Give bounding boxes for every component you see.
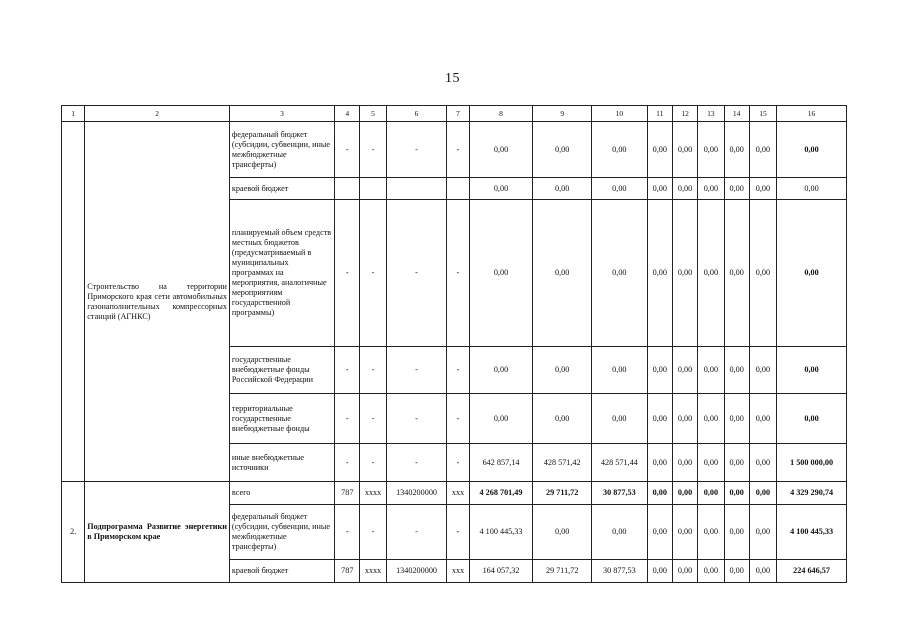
cell-year-1: 164 057,32	[469, 560, 533, 583]
cell-grbs: -	[335, 347, 360, 394]
header-cell: 8	[469, 106, 533, 122]
cell-year-1: 4 100 445,33	[469, 505, 533, 560]
cell-year-2: 0,00	[533, 347, 592, 394]
measure-name: Строительство на территории Приморского края сети автомобильных газонаполнительных компрессорных станций (АГНКС)	[85, 122, 230, 482]
cell-year-5: 0,00	[672, 505, 697, 560]
cell-year-5: 0,00	[672, 560, 697, 583]
cell-year-3: 0,00	[592, 394, 648, 444]
cell-total: 1 500 000,00	[777, 444, 847, 482]
cell-rzpr: -	[360, 347, 386, 394]
header-cell: 9	[533, 106, 592, 122]
cell-rzpr	[360, 178, 386, 200]
cell-year-8: 0,00	[749, 347, 776, 394]
page-number: 15	[445, 71, 460, 86]
cell-vr: -	[447, 122, 469, 178]
cell-csr: 1340200000	[386, 482, 447, 505]
cell-year-1: 0,00	[469, 122, 533, 178]
cell-year-3: 30 877,53	[592, 482, 648, 505]
cell-year-2: 428 571,42	[533, 444, 592, 482]
cell-total: 0,00	[777, 122, 847, 178]
cell-grbs: 787	[335, 482, 360, 505]
cell-year-1: 0,00	[469, 347, 533, 394]
table-row	[62, 482, 847, 505]
cell-grbs: -	[335, 444, 360, 482]
cell-year-4: 0,00	[647, 394, 672, 444]
cell-year-6: 0,00	[698, 178, 724, 200]
cell-year-1: 642 857,14	[469, 444, 533, 482]
funding-source: федеральный бюджет (субсидии, субвенции, иные межбюджетные трансферты)	[229, 505, 334, 560]
header-cell: 15	[749, 106, 776, 122]
cell-year-1: 0,00	[469, 178, 533, 200]
cell-year-6: 0,00	[698, 347, 724, 394]
cell-year-8: 0,00	[749, 482, 776, 505]
header-cell: 7	[447, 106, 469, 122]
cell-year-7: 0,00	[724, 178, 749, 200]
header-cell: 1	[62, 106, 85, 122]
cell-year-1: 0,00	[469, 200, 533, 347]
cell-year-2: 0,00	[533, 122, 592, 178]
cell-rzpr: -	[360, 122, 386, 178]
cell-total: 0,00	[777, 200, 847, 347]
cell-year-2: 29 711,72	[533, 560, 592, 583]
table-header-row	[62, 106, 847, 122]
funding-source: всего	[229, 482, 334, 505]
header-cell: 4	[335, 106, 360, 122]
cell-year-6: 0,00	[698, 505, 724, 560]
subprogram-name: Подпрограмма Развитие энергетики в Приморском крае	[85, 482, 230, 583]
cell-year-1: 4 268 701,49	[469, 482, 533, 505]
cell-year-8: 0,00	[749, 394, 776, 444]
header-cell: 13	[698, 106, 724, 122]
row-number-cell	[62, 122, 85, 482]
cell-year-4: 0,00	[647, 560, 672, 583]
funding-source: государственные внебюджетные фонды Российской Федерации	[229, 347, 334, 394]
funding-source: территориальные государственные внебюджетные фонды	[229, 394, 334, 444]
cell-year-3: 428 571,44	[592, 444, 648, 482]
cell-year-8: 0,00	[749, 178, 776, 200]
cell-grbs	[335, 178, 360, 200]
cell-year-3: 0,00	[592, 178, 648, 200]
cell-year-4: 0,00	[647, 200, 672, 347]
funding-source: краевой бюджет	[229, 560, 334, 583]
cell-csr: -	[386, 347, 447, 394]
cell-year-7: 0,00	[724, 482, 749, 505]
header-cell: 5	[360, 106, 386, 122]
cell-year-5: 0,00	[672, 482, 697, 505]
cell-rzpr: xxxx	[360, 560, 386, 583]
cell-csr: -	[386, 122, 447, 178]
cell-grbs: -	[335, 505, 360, 560]
cell-year-7: 0,00	[724, 394, 749, 444]
cell-year-6: 0,00	[698, 200, 724, 347]
cell-year-5: 0,00	[672, 178, 697, 200]
cell-year-8: 0,00	[749, 200, 776, 347]
header-cell: 12	[672, 106, 697, 122]
cell-total: 4 329 290,74	[777, 482, 847, 505]
cell-year-6: 0,00	[698, 394, 724, 444]
cell-year-3: 0,00	[592, 347, 648, 394]
cell-year-2: 0,00	[533, 394, 592, 444]
cell-vr	[447, 178, 469, 200]
cell-grbs: -	[335, 122, 360, 178]
cell-total: 0,00	[777, 347, 847, 394]
cell-year-5: 0,00	[672, 347, 697, 394]
budget-table	[61, 105, 847, 583]
cell-rzpr: -	[360, 394, 386, 444]
cell-year-2: 29 711,72	[533, 482, 592, 505]
table-row	[62, 122, 847, 178]
cell-year-7: 0,00	[724, 122, 749, 178]
cell-vr: xxx	[447, 482, 469, 505]
cell-year-3: 0,00	[592, 200, 648, 347]
cell-year-5: 0,00	[672, 444, 697, 482]
cell-year-7: 0,00	[724, 505, 749, 560]
cell-total: 0,00	[777, 394, 847, 444]
cell-year-8: 0,00	[749, 122, 776, 178]
cell-grbs: 787	[335, 560, 360, 583]
cell-year-6: 0,00	[698, 560, 724, 583]
cell-year-8: 0,00	[749, 560, 776, 583]
cell-year-8: 0,00	[749, 444, 776, 482]
cell-csr: 1340200000	[386, 560, 447, 583]
funding-source: федеральный бюджет (субсидии, субвенции, иные межбюджетные трансферты)	[229, 122, 334, 178]
cell-year-3: 30 877,53	[592, 560, 648, 583]
cell-year-2: 0,00	[533, 200, 592, 347]
cell-csr: -	[386, 394, 447, 444]
cell-grbs: -	[335, 394, 360, 444]
cell-vr: -	[447, 347, 469, 394]
header-cell: 11	[647, 106, 672, 122]
cell-csr: -	[386, 444, 447, 482]
funding-source: краевой бюджет	[229, 178, 334, 200]
cell-year-4: 0,00	[647, 505, 672, 560]
header-cell: 3	[229, 106, 334, 122]
cell-year-7: 0,00	[724, 560, 749, 583]
header-cell: 6	[386, 106, 447, 122]
cell-year-5: 0,00	[672, 394, 697, 444]
row-number-cell: 2.	[62, 482, 85, 583]
cell-rzpr: -	[360, 505, 386, 560]
cell-year-3: 0,00	[592, 505, 648, 560]
cell-year-6: 0,00	[698, 122, 724, 178]
cell-year-3: 0,00	[592, 122, 648, 178]
funding-source: иные внебюджетные источники	[229, 444, 334, 482]
cell-vr: -	[447, 200, 469, 347]
cell-year-1: 0,00	[469, 394, 533, 444]
cell-year-4: 0,00	[647, 347, 672, 394]
cell-total: 224 646,57	[777, 560, 847, 583]
header-cell: 10	[592, 106, 648, 122]
header-cell: 16	[777, 106, 847, 122]
cell-rzpr: -	[360, 200, 386, 347]
cell-year-7: 0,00	[724, 200, 749, 347]
cell-year-7: 0,00	[724, 444, 749, 482]
cell-year-8: 0,00	[749, 505, 776, 560]
cell-grbs: -	[335, 200, 360, 347]
cell-year-4: 0,00	[647, 178, 672, 200]
cell-total: 0,00	[777, 178, 847, 200]
cell-vr: -	[447, 394, 469, 444]
cell-year-7: 0,00	[724, 347, 749, 394]
funding-source: планируемый объем средств местных бюджетов (предусматриваемый в муниципальных программах на мероприятия, аналогичные мероприятиям государственной программы)	[229, 200, 334, 347]
cell-rzpr: xxxx	[360, 482, 386, 505]
cell-csr: -	[386, 505, 447, 560]
cell-csr: -	[386, 200, 447, 347]
cell-year-6: 0,00	[698, 444, 724, 482]
cell-year-2: 0,00	[533, 505, 592, 560]
cell-year-4: 0,00	[647, 122, 672, 178]
cell-year-5: 0,00	[672, 122, 697, 178]
cell-year-4: 0,00	[647, 444, 672, 482]
cell-csr	[386, 178, 447, 200]
header-cell: 14	[724, 106, 749, 122]
cell-rzpr: -	[360, 444, 386, 482]
cell-vr: -	[447, 505, 469, 560]
cell-vr: -	[447, 444, 469, 482]
cell-vr: xxx	[447, 560, 469, 583]
cell-total: 4 100 445,33	[777, 505, 847, 560]
cell-year-4: 0,00	[647, 482, 672, 505]
cell-year-5: 0,00	[672, 200, 697, 347]
header-cell: 2	[85, 106, 230, 122]
cell-year-6: 0,00	[698, 482, 724, 505]
cell-year-2: 0,00	[533, 178, 592, 200]
